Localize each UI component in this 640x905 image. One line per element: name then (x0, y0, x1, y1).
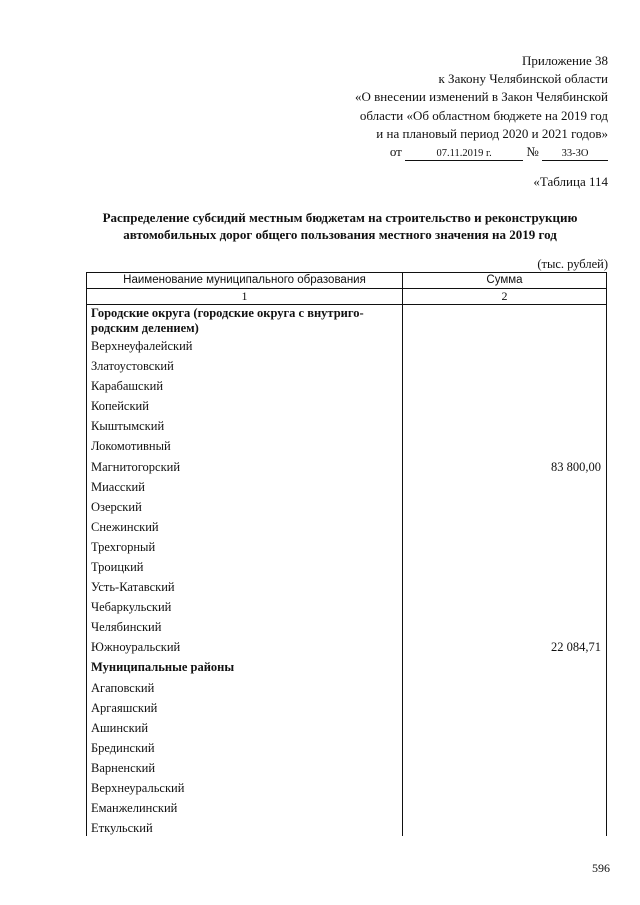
table-row (87, 635, 607, 655)
municipality-amount (403, 675, 607, 695)
table-row (87, 796, 607, 816)
table-row (87, 756, 607, 776)
municipality-amount (403, 555, 607, 575)
document-header (288, 52, 608, 161)
table-row (87, 495, 607, 515)
table-row (87, 816, 607, 836)
municipality-name: Аргаяшский (87, 696, 403, 716)
table-row (87, 675, 607, 695)
municipality-amount (403, 495, 607, 515)
table-row (87, 615, 607, 635)
units-label: (тыс. рублей) (537, 257, 608, 271)
number-value: 33-ЗО (542, 148, 608, 161)
municipality-amount (403, 736, 607, 756)
column-number-1: 1 (87, 289, 403, 305)
municipality-amount (403, 414, 607, 434)
column-header-sum: Сумма (403, 273, 607, 289)
table-row (87, 776, 607, 796)
group-heading-line-1: Городские округа (городские округа с внутриго- (91, 306, 364, 320)
municipality-name: Агаповский (87, 675, 403, 695)
municipality-name: Варненский (87, 756, 403, 776)
column-number-2: 2 (403, 289, 607, 305)
municipality-name: Еткульский (87, 816, 403, 836)
municipality-name: Магнитогорский (87, 454, 403, 474)
table-row (87, 394, 607, 414)
table-row (87, 336, 607, 354)
table-row (87, 595, 607, 615)
table-row (87, 535, 607, 555)
column-header-name: Наименование муниципального образования (87, 273, 403, 289)
municipality-amount: 83 800,00 (403, 454, 607, 474)
municipality-name: Снежинский (87, 515, 403, 535)
table-label: «Таблица 114 (533, 174, 608, 189)
table-row (87, 736, 607, 756)
municipality-amount (403, 354, 607, 374)
municipality-amount (403, 716, 607, 736)
table-row (87, 696, 607, 716)
group-heading-row (87, 655, 607, 675)
municipality-name: Брединский (87, 736, 403, 756)
page-number: 596 (592, 861, 610, 875)
group-heading-row (87, 305, 607, 337)
municipality-amount (403, 535, 607, 555)
municipality-name: Ашинский (87, 716, 403, 736)
municipality-amount (403, 475, 607, 495)
municipality-amount (403, 515, 607, 535)
law-title-line-3: и на плановый период 2020 и 2021 годов» (376, 125, 608, 141)
municipality-amount (403, 796, 607, 816)
municipality-amount (403, 816, 607, 836)
municipality-amount (403, 394, 607, 414)
municipality-name: Челябинский (87, 615, 403, 635)
table-row (87, 374, 607, 394)
table-row (87, 454, 607, 474)
law-reference: к Закону Челябинской области (438, 71, 608, 87)
municipality-amount (403, 374, 607, 394)
municipality-amount (403, 336, 607, 354)
municipality-amount (403, 434, 607, 454)
table-row (87, 716, 607, 736)
date-prefix: от (389, 144, 402, 160)
municipality-amount (403, 696, 607, 716)
municipality-amount (403, 756, 607, 776)
municipality-name: Локомотивный (87, 434, 403, 454)
group-heading-districts: Муниципальные районы (87, 655, 403, 675)
title-line-1: Распределение субсидий местным бюджетам на строительство и реконструкцию (102, 210, 578, 225)
municipality-name: Кыштымский (87, 414, 403, 434)
group-heading-line-2: родским делением) (91, 321, 199, 335)
municipality-name: Южноуральский (87, 635, 403, 655)
municipality-name: Озерский (87, 495, 403, 515)
group-heading-city-districts (87, 305, 403, 337)
municipality-amount (403, 776, 607, 796)
municipality-name: Трехгорный (87, 535, 403, 555)
table-row (87, 515, 607, 535)
document-title (70, 209, 610, 243)
municipality-name: Миасский (87, 475, 403, 495)
municipality-amount (403, 595, 607, 615)
law-title-line-1: «О внесении изменений в Закон Челябинской (354, 89, 608, 105)
municipality-name: Чебаркульский (87, 595, 403, 615)
table-row (87, 434, 607, 454)
table-row (87, 414, 607, 434)
municipality-name: Еманжелинский (87, 796, 403, 816)
appendix-number: Приложение 38 (521, 53, 608, 68)
municipality-name: Верхнеуфалейский (87, 336, 403, 354)
number-prefix: № (526, 144, 539, 160)
subsidy-table (86, 272, 607, 836)
table-row (87, 575, 607, 595)
municipality-amount: 22 084,71 (403, 635, 607, 655)
municipality-name: Усть-Катавский (87, 575, 403, 595)
municipality-name: Златоустовский (87, 354, 403, 374)
municipality-name: Копейский (87, 394, 403, 414)
title-line-2: автомобильных дорог общего пользования местного значения на 2019 год (123, 227, 557, 242)
table-row (87, 354, 607, 374)
municipality-name: Троицкий (87, 555, 403, 575)
table-row (87, 475, 607, 495)
municipality-amount (403, 575, 607, 595)
municipality-name: Верхнеуральский (87, 776, 403, 796)
table-row (87, 555, 607, 575)
municipality-amount (403, 615, 607, 635)
date-value: 07.11.2019 г. (405, 148, 523, 161)
municipality-name: Карабашский (87, 374, 403, 394)
law-title-line-2: области «Об областном бюджете на 2019 год (359, 107, 608, 123)
date-number-line (288, 143, 608, 161)
